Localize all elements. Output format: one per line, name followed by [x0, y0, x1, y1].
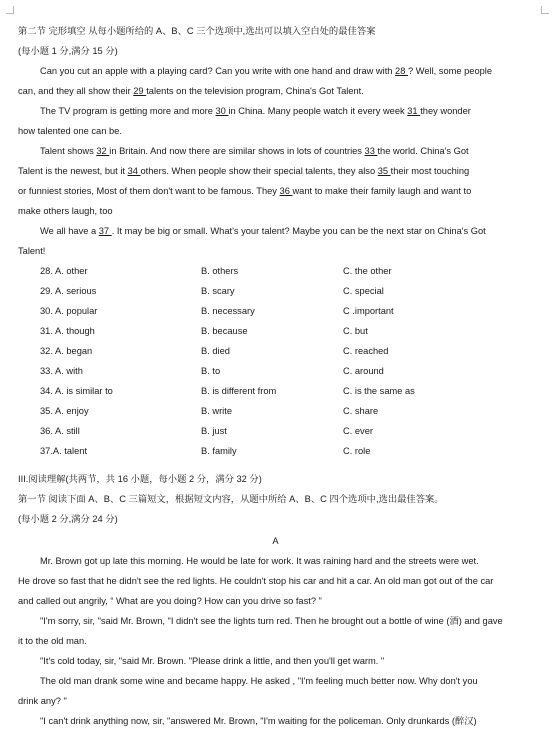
cloze-line: The TV program is getting more and more 30 in China. Many people watch it every week 31 they wonder: [40, 106, 471, 116]
passage-heading: A: [272, 536, 279, 546]
option-a: 33. A. with: [40, 366, 83, 376]
passage-line: "I can't drink anything now, sir, "answered Mr. Brown, "I'm waiting for the policeman. Only drunkards (醉汉): [40, 716, 477, 726]
option-row: [18, 361, 533, 381]
passage-line: and called out angrily, “ What are you doing? How can you drive so fast? ”: [18, 596, 322, 606]
option-row: [18, 281, 533, 301]
option-a: 32. A. began: [40, 346, 93, 356]
option-row: [18, 381, 533, 401]
option-a: 37.A. talent: [40, 446, 88, 456]
option-row: [18, 261, 533, 281]
page-corner-mark: [6, 6, 14, 14]
option-c: C. the other: [343, 266, 392, 276]
blank-31: 31: [407, 106, 421, 116]
option-row: [18, 421, 533, 441]
option-c: C. but: [343, 326, 368, 336]
cloze-line: can, and they all show their 29 talents on the television program, China's Got Talent.: [18, 86, 364, 96]
section-title: III.阅读理解(共两节，共 16 小题，每小题 2 分，满分 32 分): [18, 474, 262, 484]
option-row: [18, 341, 533, 361]
option-c: C. around: [343, 366, 384, 376]
option-c: C .important: [343, 306, 394, 316]
option-b: B. because: [201, 326, 248, 336]
cloze-line: Talent is the newest, but it 34 others. When people show their special talents, they also 35 their most touching: [18, 166, 470, 176]
option-a: 30. A. popular: [40, 306, 98, 316]
section-score: (每小题 1 分,满分 15 分): [18, 46, 118, 56]
option-b: B. died: [201, 346, 230, 356]
blank-35: 35: [377, 166, 391, 176]
blank-29: 29: [133, 86, 147, 96]
option-c: C. role: [343, 446, 371, 456]
blank-37: 37: [98, 226, 112, 236]
option-c: C. special: [343, 286, 384, 296]
cloze-line: or funniest stories, Most of them don't want to be famous. They 36 want to make their family laugh and want to: [18, 186, 472, 196]
passage-line: it to the old man.: [18, 636, 87, 646]
option-b: B. necessary: [201, 306, 255, 316]
section-title: 第二节 完形填空 从每小题所给的 A、B、C 三个选项中,选出可以填入空白处的最佳答案: [18, 26, 376, 36]
exam-page: [18, 21, 533, 731]
blank-30: 30: [215, 106, 229, 116]
cloze-line: Can you cut an apple with a playing card? Can you write with one hand and draw with 28 ? Well, some people: [40, 66, 493, 76]
option-a: 28. A. other: [40, 266, 88, 276]
option-c: C. is the same as: [343, 386, 415, 396]
option-c: C. ever: [343, 426, 373, 436]
option-row: [18, 301, 533, 321]
option-row: [18, 401, 533, 421]
passage-line: "It's cold today, sir, "said Mr. Brown. "Please drink a little, and then you'll get warm. ": [40, 656, 385, 666]
blank-32: 32: [96, 146, 110, 156]
option-list: [18, 261, 533, 461]
cloze-line: We all have a 37 . It may be big or small. What's your talent? Maybe you can be the next star on China's Got: [40, 226, 486, 236]
option-b: B. others: [201, 266, 239, 276]
blank-33: 33: [364, 146, 378, 156]
cloze-line: Talent shows 32 in Britain. And now there are similar shows in lots of countries 33 the world. China's Got: [40, 146, 469, 156]
cloze-line: Talent!: [18, 246, 46, 256]
option-a: 34. A. is similar to: [40, 386, 113, 396]
option-b: B. is different from: [201, 386, 277, 396]
option-b: B. just: [201, 426, 227, 436]
option-a: 36. A. still: [40, 426, 80, 436]
passage-line: The old man drank some wine and became happy. He asked , "I'm feeling much better now. Why don't you: [40, 676, 478, 686]
blank-36: 36: [279, 186, 293, 196]
option-a: 35. A. enjoy: [40, 406, 89, 416]
passage-line: "I'm sorry, sir, "said Mr. Brown, "I didn't see the lights turn red. Then he brought out a bottle of wine (酒) and gave: [40, 616, 503, 626]
page-corner-mark: [541, 6, 549, 14]
section-subtitle: 第一节 阅读下面 A、B、C 三篇短文，根据短文内容，从题中所给 A、B、C 四个选项中,选出最佳答案。: [18, 494, 444, 504]
cloze-line: make others laugh, too: [18, 206, 113, 216]
blank-34: 34: [127, 166, 141, 176]
option-b: B. write: [201, 406, 232, 416]
passage-line: drink any? ": [18, 696, 67, 706]
option-b: B. scary: [201, 286, 235, 296]
option-row: [18, 441, 533, 461]
option-b: B. to: [201, 366, 221, 376]
option-row: [18, 321, 533, 341]
option-c: C. share: [343, 406, 379, 416]
blank-28: 28: [395, 66, 408, 76]
option-a: 31. A. though: [40, 326, 95, 336]
option-b: B. family: [201, 446, 237, 456]
passage-line: He drove so fast that he didn't see the red lights. He couldn't stop his car and hit a car. An old man got out of the car: [18, 576, 494, 586]
passage-line: Mr. Brown got up late this morning. He would be late for work. It was raining hard and the streets were wet.: [40, 556, 479, 566]
option-a: 29. A. serious: [40, 286, 97, 296]
section-score: (每小题 2 分,满分 24 分): [18, 514, 118, 524]
cloze-line: how talented one can be.: [18, 126, 122, 136]
option-c: C. reached: [343, 346, 389, 356]
